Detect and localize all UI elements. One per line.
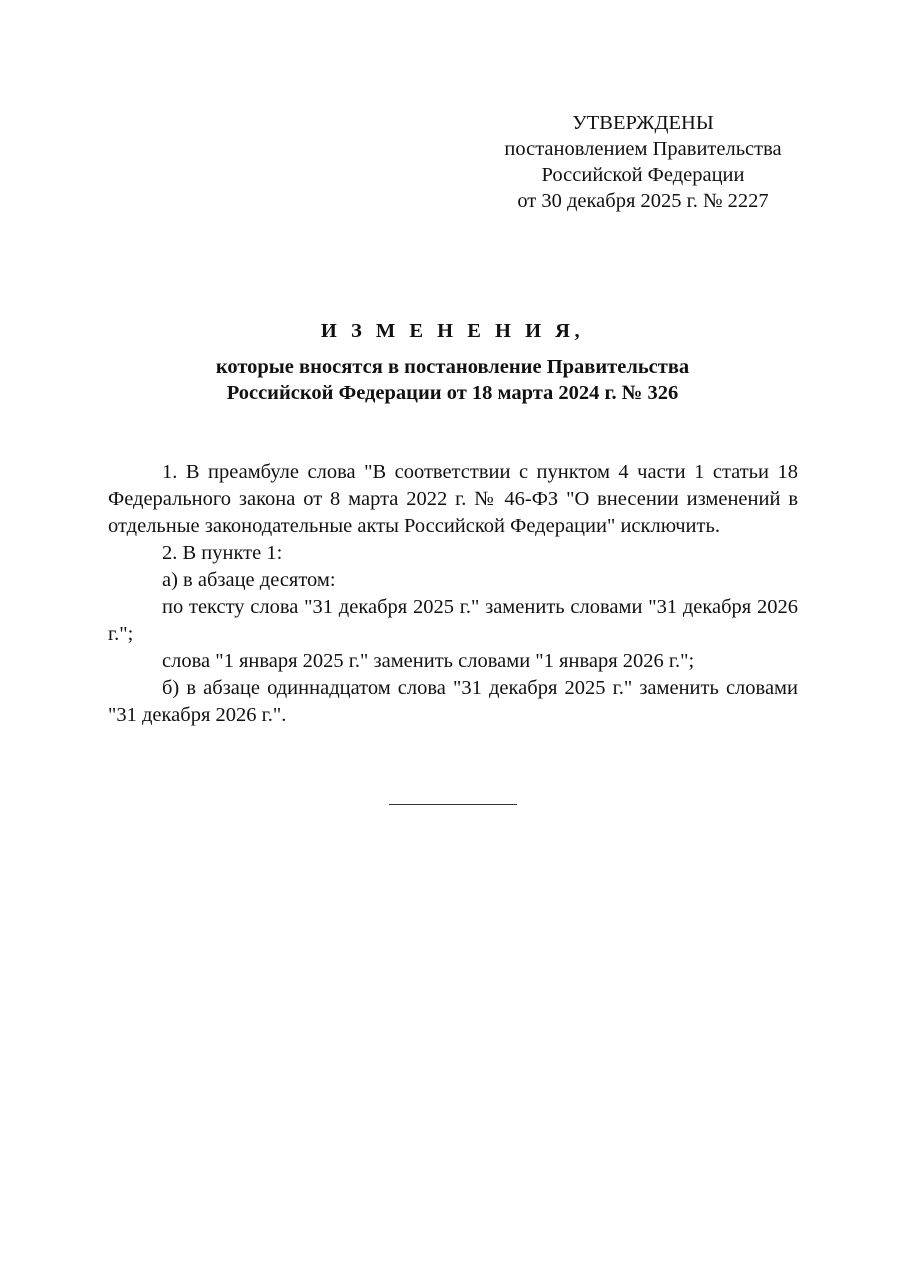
paragraph-2a: а) в абзаце десятом: [162,569,336,591]
approval-line-date-number: от 30 декабря 2025 г. № 2227 [517,190,769,212]
document-body [108,459,798,729]
end-separator-line [389,804,517,805]
subtitle-line-2: Российской Федерации от 18 марта 2024 г. № 326 [226,382,679,404]
paragraph-2a-words-replacement: слова "1 января 2025 г." заменить словами "1 января 2026 г."; [162,650,695,672]
approval-line-federation: Российской Федерации [541,164,745,186]
approval-block [480,110,806,214]
paragraph-2a-text-replacement: по тексту слова "31 декабря 2025 г." заменить словами "31 декабря 2026 г."; [108,596,798,645]
paragraph-2: 2. В пункте 1: [162,542,283,564]
document-title: И З М Е Н Е Н И Я, [320,320,585,342]
paragraph-1: 1. В преамбуле слова "В соответствии с пунктом 4 части 1 статьи 18 Федерального закона от 8 марта 2022 г. № 46-ФЗ "О внесении изменений в отдельные законодательные акты Российской Федерации" исключить. [108,461,798,537]
subtitle-line-1: которые вносятся в постановление Правительства [215,356,690,378]
paragraph-2b: б) в абзаце одиннадцатом слова "31 декабря 2025 г." заменить словами "31 декабря 2026 г.". [108,677,798,726]
document-subtitle [0,354,905,406]
approval-line-decree: постановлением Правительства [504,138,782,160]
approval-heading: УТВЕРЖДЕНЫ [572,112,714,134]
